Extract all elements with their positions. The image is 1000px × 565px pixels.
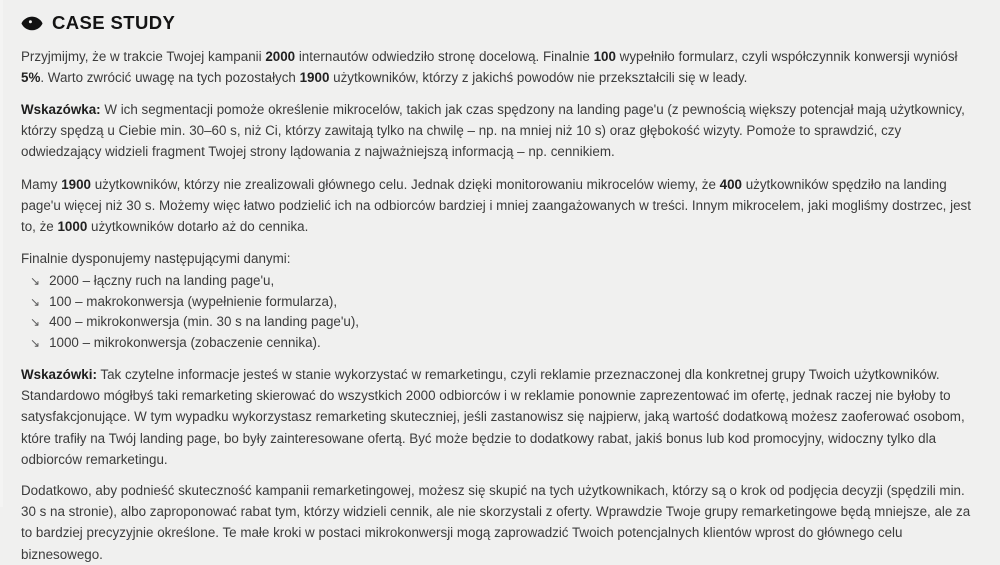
page-title: CASE STUDY [52,12,176,33]
intro-paragraph [21,46,978,88]
list-item-label: 400 – mikrokonwersja (min. 30 s na landing page'u), [49,314,360,330]
list-item [21,292,978,312]
arrow-down-right-icon: ↘ [30,315,41,330]
analysis-value-1000: 1000 [57,218,88,234]
intro-value-5pct: 5% [21,69,41,85]
data-list [21,271,978,353]
tip-paragraph-2 [21,364,978,470]
intro-value-1900: 1900 [299,69,330,85]
list-item-label: 100 – makrokonwersja (wypełnienie formularza), [49,293,338,309]
list-item [21,312,978,332]
tip-label-1: Wskazówka: [21,101,101,117]
analysis-paragraph [21,174,978,238]
list-item-label: 2000 – łączny ruch na landing page'u, [49,273,275,289]
case-study-header [21,14,978,33]
intro-value-2000: 2000 [265,48,296,64]
tip-paragraph-1 [21,99,978,163]
intro-text-a: Przyjmijmy, że w trakcie Twojej kampanii [21,48,266,64]
eye-icon [21,16,43,31]
arrow-down-right-icon: ↘ [30,294,41,309]
tip-label-2: Wskazówki: [21,366,97,382]
analysis-text-d: użytkowników dotarło aż do cennika. [87,218,309,234]
intro-text-b: internautów odwiedziło stronę docelową. Finalnie [295,48,594,64]
analysis-value-400: 400 [719,176,742,192]
list-item [21,333,978,353]
tip-text-1: W ich segmentacji pomoże określenie mikrocelów, takich jak czas spędzony na landing page'u (z pewnością większy potencjał mają użytkownicy, którzy spędzą u Ciebie min. 30–60 s, niż Ci, którzy zawitają tylko na chwilę – np. na mniej niż 10 s) oraz głębokość wizyty. Pomoże to sprawdzić, czy odwiedzający widzieli fragment Twojej strony lądowania z najważniejszą informacją – np. cennikiem. [21,101,965,160]
arrow-down-right-icon: ↘ [30,335,41,350]
intro-text-d: . Warto zwrócić uwagę na tych pozostałych [40,69,300,85]
arrow-down-right-icon: ↘ [30,274,41,289]
intro-text-e: użytkowników, którzy z jakichś powodów nie przekształcili się w leady. [329,69,748,85]
closing-paragraph: Dodatkowo, aby podnieść skuteczność kampanii remarketingowej, możesz się skupić na tych użytkownikach, którzy są o krok od podjęcia decyzji (spędzili min. 30 s na stronie), albo zaproponować rabat tym, którzy widzieli cennik, ale nie skorzystali z oferty. Wprawdzie Twoje grupy remarketingowe będą mniejsze, ale za to bardziej precyzyjnie określone. Te małe kroki w postaci mikrokonwersji mogą zaprowadzić Twoich potencjalnych klientów wprost do głównego celu biznesowego. [21,482,971,562]
analysis-text-b: użytkowników, którzy nie zrealizowali głównego celu. Jednak dzięki monitorowaniu mikrocelów wiemy, że [90,176,720,192]
intro-value-100: 100 [593,48,616,64]
tip-text-2: Tak czytelne informacje jesteś w stanie wykorzystać w remarketingu, czyli reklamie przeznaczonej dla konkretnej grupy Twoich użytkowników. Standardowo mógłbyś taki remarketing skierować do wszystkich 2000 odbiorców i w reklamie ponownie zaprezentować im ofertę, jednak raczej nie byłoby to satysfakcjonujące. W tym wypadku wykorzystasz remarketing skuteczniej, jeśli zastanowisz się najpierw, jaką wartość dodatkową możesz zaoferować osobom, które trafiły na Twój landing page, bo były zainteresowane ofertą. Być może będzie to dodatkowy rabat, jakiś bonus lub kod promocyjny, widoczny tylko dla odbiorców remarketingu. [21,366,965,467]
list-item-label: 1000 – mikrokonwersja (zobaczenie cennika). [49,334,321,350]
data-list-intro: Finalnie dysponujemy następującymi danymi: [21,251,291,267]
intro-text-c: wypełniło formularz, czyli współczynnik konwersji wyniósł [615,48,958,64]
analysis-value-1900: 1900 [61,176,91,192]
list-item [21,271,978,291]
analysis-text-c: użytkowników spędziło na landing page'u więcej niż 30 s. Możemy więc łatwo podzielić ich na odbiorców bardziej i mniej zaangażowanych w treści. Innym mikrocelem, jaki mogliśmy dostrzec, jest to, że [21,176,971,234]
analysis-text-a: Mamy [21,176,62,192]
